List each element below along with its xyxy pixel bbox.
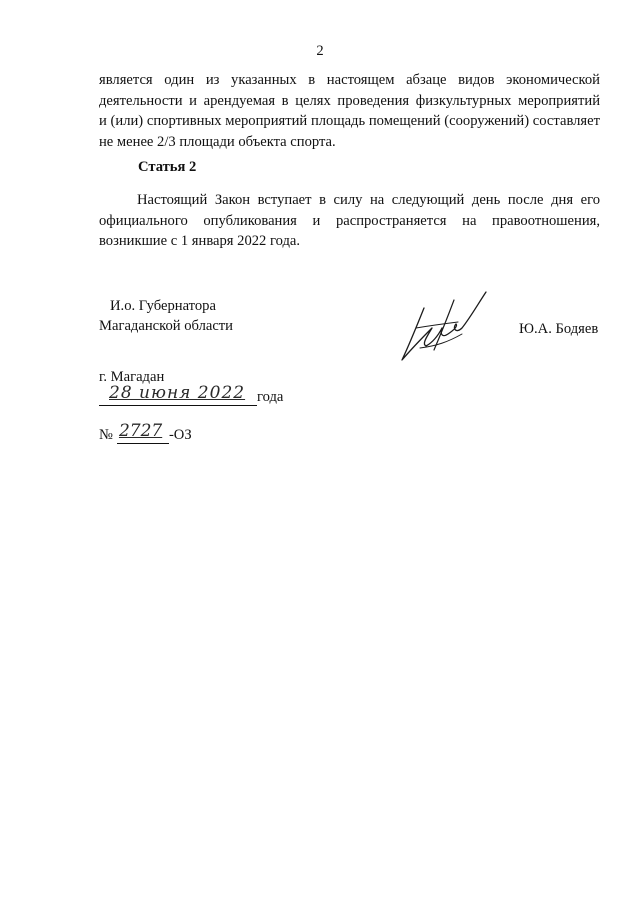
paragraph-line: является один из указанных в настоящем абзаце видов экономической xyxy=(99,72,600,88)
paragraph-line: не менее 2/3 площади объекта спорта. xyxy=(99,133,336,150)
place-of-signing: г. Магадан xyxy=(99,369,165,385)
date-blank xyxy=(99,383,257,406)
article2-paragraph xyxy=(99,190,600,252)
article-heading: Статья 2 xyxy=(138,159,197,175)
handwritten-signature xyxy=(396,288,492,366)
paragraph-line: Настоящий Закон вступает в силу на следующий день после дня его xyxy=(137,192,600,208)
paragraph-line: официального опубликования и распространяется на правоотношения, xyxy=(99,212,600,229)
signer-title-line1: И.о. Губернатора xyxy=(110,298,216,314)
law-number xyxy=(99,421,192,444)
article1-tail-paragraph xyxy=(99,70,600,152)
signing-date xyxy=(99,383,284,406)
page-number: 2 xyxy=(316,43,324,59)
paragraph-line: и (или) спортивных мероприятий площадь помещений (сооружений) составляет xyxy=(99,113,600,129)
handwritten-number: 2727 xyxy=(118,421,163,441)
paragraph-line: деятельности и арендуемая в целях проведения физкультурных мероприятий xyxy=(99,92,600,109)
number-blank xyxy=(117,421,169,444)
date-suffix: года xyxy=(257,389,284,405)
number-sign: № xyxy=(99,427,113,443)
paragraph-line: возникшие с 1 января 2022 года. xyxy=(99,233,301,249)
signer-title-line2: Магаданской области xyxy=(99,318,233,334)
signer-name: Ю.А. Бодяев xyxy=(519,321,599,337)
handwritten-date: 28 июня 2022 xyxy=(109,383,246,403)
number-suffix: -ОЗ xyxy=(168,427,192,443)
